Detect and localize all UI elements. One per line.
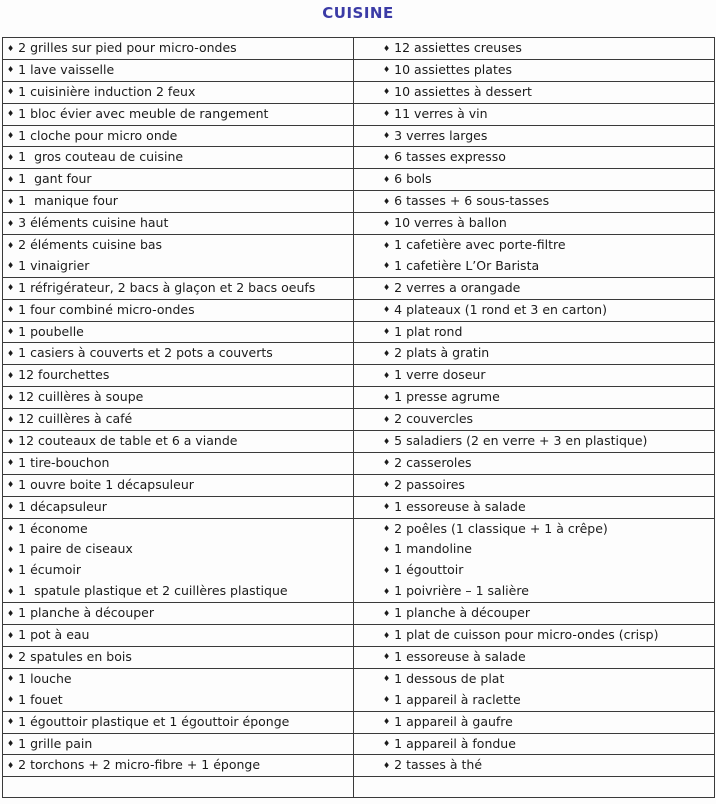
bullet-icon: ♦ — [7, 87, 15, 97]
bullet-icon: ♦ — [383, 760, 391, 770]
table-cell-left — [3, 299, 354, 321]
bullet-icon: ♦ — [383, 196, 391, 206]
table-cell-left — [3, 777, 354, 798]
list-item — [3, 147, 353, 168]
list-item — [3, 690, 353, 711]
table-cell-left — [3, 343, 354, 365]
list-item — [3, 343, 353, 364]
list-item — [354, 519, 714, 540]
list-item — [354, 38, 714, 59]
list-item — [3, 82, 353, 103]
list-item — [354, 387, 714, 408]
list-item — [354, 365, 714, 386]
list-item-text: 1 gros couteau de cuisine — [18, 149, 184, 165]
list-item — [3, 104, 353, 125]
list-item-text: 6 bols — [394, 171, 432, 187]
bullet-icon: ♦ — [383, 565, 391, 575]
list-item — [354, 497, 714, 518]
table-cell-right — [354, 518, 715, 603]
list-item-text: 1 planche à découper — [18, 605, 155, 621]
list-item-text: 1 fouet — [18, 691, 63, 707]
bullet-icon: ♦ — [383, 544, 391, 554]
bullet-icon: ♦ — [383, 458, 391, 468]
bullet-icon: ♦ — [7, 674, 15, 684]
table-cell-right — [354, 603, 715, 625]
list-item-text: 1 cafetière L’Or Barista — [394, 257, 540, 273]
table-row — [3, 711, 715, 733]
bullet-icon: ♦ — [7, 760, 15, 770]
bullet-icon: ♦ — [7, 240, 15, 250]
list-item-text: 1 essoreuse à salade — [394, 648, 526, 664]
table-cell-left — [3, 321, 354, 343]
table-row — [3, 733, 715, 755]
list-item-text: 1 cuisinière induction 2 feux — [18, 83, 196, 99]
table-cell-right — [354, 668, 715, 711]
list-item-text: 1 planche à découper — [394, 605, 531, 621]
list-item — [3, 539, 353, 560]
table-cell-left — [3, 733, 354, 755]
table-row — [3, 496, 715, 518]
table-cell-right — [354, 213, 715, 235]
bullet-icon: ♦ — [383, 586, 391, 596]
bullet-icon: ♦ — [383, 65, 391, 75]
table-row — [3, 81, 715, 103]
list-item — [354, 734, 714, 755]
table-row — [3, 235, 715, 278]
list-item — [3, 647, 353, 668]
table-cell-left — [3, 711, 354, 733]
bullet-icon: ♦ — [7, 739, 15, 748]
list-item-text: 2 tasses à thé — [394, 757, 483, 773]
list-item — [354, 755, 714, 776]
list-item-text: 1 lave vaisselle — [18, 61, 115, 77]
list-item — [354, 712, 714, 733]
list-item-text: 2 poêles (1 classique + 1 à crêpe) — [394, 520, 608, 536]
table-cell-left — [3, 496, 354, 518]
table-cell-right — [354, 409, 715, 431]
list-item — [354, 669, 714, 690]
table-row — [3, 603, 715, 625]
list-item-text: 1 appareil à raclette — [394, 691, 521, 707]
list-item — [354, 409, 714, 430]
list-item-text: 10 verres à ballon — [394, 215, 507, 231]
list-item-text: 6 tasses + 6 sous-tasses — [394, 193, 550, 209]
list-item — [354, 169, 714, 190]
bullet-icon: ♦ — [383, 218, 391, 228]
list-item — [354, 539, 714, 560]
table-row — [3, 452, 715, 474]
list-item — [354, 278, 714, 299]
list-item — [3, 191, 353, 212]
list-item — [3, 712, 353, 733]
table-row — [3, 646, 715, 668]
table-row — [3, 409, 715, 431]
list-item-text: 1 poivrière – 1 salière — [394, 583, 529, 599]
table-cell-left — [3, 125, 354, 147]
bullet-icon: ♦ — [7, 152, 15, 162]
list-item-text: 1 manique four — [18, 193, 118, 209]
list-item-text: 2 couvercles — [394, 411, 474, 427]
table-cell-left — [3, 452, 354, 474]
list-item-text: 12 couteaux de table et 6 a viande — [18, 433, 238, 449]
bullet-icon: ♦ — [7, 608, 15, 618]
table-cell-left — [3, 147, 354, 169]
list-item-text: 1 plat rond — [394, 323, 463, 339]
bullet-icon: ♦ — [383, 674, 391, 684]
inventory-table — [2, 37, 715, 798]
bullet-icon: ♦ — [383, 261, 391, 271]
list-item — [3, 560, 353, 581]
list-item-text: 1 appareil à fondue — [394, 735, 516, 751]
list-item-text: 2 plats à gratin — [394, 345, 490, 361]
table-cell-right — [354, 38, 715, 60]
bullet-icon: ♦ — [383, 87, 391, 97]
list-item — [3, 669, 353, 690]
list-item-text: 1 essoreuse à salade — [394, 498, 526, 514]
table-row — [3, 277, 715, 299]
list-item — [3, 322, 353, 343]
list-item — [3, 60, 353, 81]
list-item-text: 1 économe — [18, 520, 88, 536]
bullet-icon: ♦ — [383, 717, 391, 727]
bullet-icon: ♦ — [7, 370, 15, 380]
list-item — [354, 82, 714, 103]
table-cell-right — [354, 103, 715, 125]
table-cell-right — [354, 59, 715, 81]
table-cell-left — [3, 38, 354, 60]
list-item — [354, 603, 714, 624]
list-item — [354, 343, 714, 364]
table-row — [3, 365, 715, 387]
list-item — [3, 365, 353, 386]
list-item-text: 1 bloc évier avec meuble de rangement — [18, 105, 269, 121]
list-item — [354, 625, 714, 646]
list-item-text: 12 fourchettes — [18, 367, 110, 383]
list-item-text: 3 verres larges — [394, 127, 488, 143]
list-item — [354, 647, 714, 668]
bullet-icon: ♦ — [7, 480, 15, 490]
list-item — [3, 755, 353, 776]
bullet-icon: ♦ — [383, 327, 391, 337]
list-item-text: 1 verre doseur — [394, 367, 486, 383]
bullet-icon: ♦ — [7, 43, 15, 53]
list-item-text: 2 passoires — [394, 476, 465, 492]
table-cell-left — [3, 603, 354, 625]
bullet-icon: ♦ — [7, 652, 15, 662]
list-item — [3, 497, 353, 518]
table-cell-left — [3, 81, 354, 103]
list-item — [3, 235, 353, 256]
list-item-text: 1 ouvre boite 1 décapsuleur — [18, 476, 194, 492]
table-row — [3, 125, 715, 147]
table-cell-left — [3, 646, 354, 668]
list-item-text: 11 verres à vin — [394, 105, 488, 121]
table-cell-right — [354, 646, 715, 668]
list-item-text: 1 plat de cuisson pour micro-ondes (crisp) — [394, 627, 659, 643]
list-item — [3, 126, 353, 147]
table-cell-right — [354, 81, 715, 103]
list-item-text: 12 cuillères à soupe — [18, 389, 144, 405]
list-item — [3, 38, 353, 59]
table-cell-left — [3, 625, 354, 647]
bullet-icon: ♦ — [383, 348, 391, 358]
list-item-text: 1 appareil à gaufre — [394, 713, 513, 729]
table-cell-left — [3, 518, 354, 603]
table-cell-right — [354, 431, 715, 453]
table-cell-right — [354, 452, 715, 474]
bullet-icon: ♦ — [7, 565, 15, 575]
list-item-text: 12 assiettes creuses — [394, 40, 522, 55]
list-item — [354, 581, 714, 602]
list-item — [354, 256, 714, 277]
list-item — [354, 475, 714, 496]
bullet-icon: ♦ — [383, 131, 391, 141]
list-item — [3, 409, 353, 430]
table-cell-left — [3, 431, 354, 453]
table-row — [3, 755, 715, 777]
list-item — [3, 603, 353, 624]
bullet-icon: ♦ — [383, 436, 391, 446]
bullet-icon: ♦ — [7, 392, 15, 402]
list-item-text: 4 plateaux (1 rond et 3 en carton) — [394, 301, 607, 317]
bullet-icon: ♦ — [7, 544, 15, 554]
table-cell-right — [354, 125, 715, 147]
bullet-icon: ♦ — [383, 502, 391, 512]
bullet-icon: ♦ — [383, 152, 391, 162]
table-cell-right — [354, 147, 715, 169]
list-item — [3, 213, 353, 234]
list-item-text: 2 éléments cuisine bas — [18, 237, 163, 253]
table-row — [3, 191, 715, 213]
bullet-icon: ♦ — [7, 174, 15, 184]
list-item-text: 1 poubelle — [18, 323, 84, 339]
bullet-icon: ♦ — [7, 502, 15, 512]
table-row — [3, 668, 715, 711]
list-item-text: 1 grille pain — [18, 735, 93, 751]
list-item-text: 1 dessous de plat — [394, 670, 505, 686]
list-item — [3, 519, 353, 540]
list-item-text: 2 grilles sur pied pour micro-ondes — [18, 40, 237, 55]
list-item-text: 2 torchons + 2 micro-fibre + 1 éponge — [18, 757, 261, 773]
list-item — [3, 256, 353, 277]
table-cell-left — [3, 387, 354, 409]
bullet-icon: ♦ — [383, 695, 391, 705]
table-cell-left — [3, 235, 354, 278]
list-item-text: 1 mandoline — [394, 541, 472, 557]
table-row — [3, 431, 715, 453]
table-cell-right — [354, 365, 715, 387]
bullet-icon: ♦ — [7, 305, 15, 315]
list-item-text: 1 réfrigérateur, 2 bacs à glaçon et 2 bacs oeufs — [18, 279, 316, 295]
table-cell-right — [354, 387, 715, 409]
table-row — [3, 147, 715, 169]
list-item — [3, 431, 353, 452]
bullet-icon: ♦ — [383, 608, 391, 618]
list-item-text: 1 vinaigrier — [18, 257, 90, 273]
list-item-text: 1 presse agrume — [394, 389, 500, 405]
table-cell-left — [3, 169, 354, 191]
bullet-icon: ♦ — [383, 630, 391, 640]
bullet-icon: ♦ — [7, 218, 15, 228]
bullet-icon: ♦ — [383, 283, 391, 293]
bullet-icon: ♦ — [7, 131, 15, 141]
list-item — [354, 431, 714, 452]
table-cell-left — [3, 59, 354, 81]
bullet-icon: ♦ — [7, 196, 15, 206]
table-row — [3, 387, 715, 409]
table-cell-right — [354, 277, 715, 299]
table-cell-right — [354, 169, 715, 191]
table-cell-right — [354, 733, 715, 755]
bullet-icon: ♦ — [7, 630, 15, 640]
table-row — [3, 474, 715, 496]
table-row — [3, 518, 715, 603]
list-item-text: 2 spatules en bois — [18, 648, 132, 664]
list-item — [3, 734, 353, 755]
table-cell-left — [3, 409, 354, 431]
table-cell-left — [3, 277, 354, 299]
list-item-text: 1 four combiné micro-ondes — [18, 301, 195, 317]
list-item — [3, 387, 353, 408]
list-item — [354, 147, 714, 168]
table-cell-left — [3, 755, 354, 777]
bullet-icon: ♦ — [7, 109, 15, 119]
inventory-table-body — [3, 38, 715, 798]
list-item — [354, 213, 714, 234]
table-cell-right — [354, 777, 715, 798]
table-cell-right — [354, 711, 715, 733]
list-item — [354, 191, 714, 212]
bullet-icon: ♦ — [7, 327, 15, 337]
bullet-icon: ♦ — [7, 695, 15, 705]
list-item-text: 1 louche — [18, 670, 72, 686]
list-item — [3, 475, 353, 496]
bullet-icon: ♦ — [383, 305, 391, 315]
list-item-text: 2 casseroles — [394, 454, 472, 470]
table-cell-right — [354, 343, 715, 365]
table-row — [3, 321, 715, 343]
bullet-icon: ♦ — [7, 458, 15, 468]
list-item — [3, 169, 353, 190]
list-item-text: 1 décapsuleur — [18, 498, 107, 514]
bullet-icon: ♦ — [7, 717, 15, 727]
list-item-text: 1 cloche pour micro onde — [18, 127, 178, 143]
list-item — [3, 453, 353, 474]
bullet-icon: ♦ — [7, 436, 15, 446]
table-row — [3, 343, 715, 365]
list-item — [354, 300, 714, 321]
list-item — [354, 322, 714, 343]
list-item-text: 12 cuillères à café — [18, 411, 133, 427]
page-title: CUISINE — [322, 4, 394, 22]
table-cell-left — [3, 668, 354, 711]
table-cell-right — [354, 235, 715, 278]
list-item — [354, 560, 714, 581]
list-item-text: 1 tire-bouchon — [18, 454, 110, 470]
list-item — [354, 690, 714, 711]
list-item — [3, 581, 353, 602]
list-item — [354, 453, 714, 474]
bullet-icon: ♦ — [7, 348, 15, 358]
table-cell-right — [354, 321, 715, 343]
table-row — [3, 625, 715, 647]
bullet-icon: ♦ — [7, 524, 15, 534]
bullet-icon: ♦ — [383, 652, 391, 662]
bullet-icon: ♦ — [383, 43, 391, 53]
table-row — [3, 299, 715, 321]
list-item — [354, 104, 714, 125]
list-item — [354, 60, 714, 81]
bullet-icon: ♦ — [383, 414, 391, 424]
table-cell-left — [3, 103, 354, 125]
table-cell-right — [354, 496, 715, 518]
table-cell-left — [3, 365, 354, 387]
table-row — [3, 213, 715, 235]
list-item-text: 1 paire de ciseaux — [18, 541, 133, 557]
bullet-icon: ♦ — [383, 174, 391, 184]
table-row — [3, 59, 715, 81]
list-item — [3, 300, 353, 321]
list-item-text: 1 égouttoir plastique et 1 égouttoir éponge — [18, 713, 290, 729]
list-item-text: 1 gant four — [18, 171, 92, 187]
bullet-icon: ♦ — [383, 240, 391, 250]
list-item-text: 1 égouttoir — [394, 562, 464, 578]
list-item — [354, 235, 714, 256]
list-item-text: 1 écumoir — [18, 562, 82, 578]
table-row — [3, 38, 715, 60]
list-item — [3, 278, 353, 299]
list-item — [354, 126, 714, 147]
bullet-icon: ♦ — [7, 65, 15, 75]
table-row — [3, 103, 715, 125]
table-cell-left — [3, 213, 354, 235]
list-item-text: 1 pot à eau — [18, 627, 90, 643]
table-cell-right — [354, 299, 715, 321]
bullet-icon: ♦ — [383, 524, 391, 534]
list-item-text: 2 verres a orangade — [394, 279, 521, 295]
table-row — [3, 169, 715, 191]
bullet-icon: ♦ — [383, 370, 391, 380]
bullet-icon: ♦ — [7, 414, 15, 424]
table-row — [3, 777, 715, 798]
list-item-text: 10 assiettes à dessert — [394, 83, 532, 99]
table-cell-right — [354, 191, 715, 213]
bullet-icon: ♦ — [383, 392, 391, 402]
list-item-text: 6 tasses expresso — [394, 149, 506, 165]
table-cell-right — [354, 755, 715, 777]
list-item-text: 3 éléments cuisine haut — [18, 215, 169, 231]
list-item-text: 1 spatule plastique et 2 cuillères plastique — [18, 583, 288, 599]
table-cell-right — [354, 625, 715, 647]
list-item — [3, 625, 353, 646]
list-item-text: 10 assiettes plates — [394, 61, 513, 77]
bullet-icon: ♦ — [7, 261, 15, 271]
bullet-icon: ♦ — [7, 283, 15, 293]
list-item-text: 5 saladiers (2 en verre + 3 en plastique) — [394, 433, 648, 449]
list-item-text: 1 cafetière avec porte-filtre — [394, 237, 566, 253]
bullet-icon: ♦ — [383, 109, 391, 119]
bullet-icon: ♦ — [383, 739, 391, 748]
table-cell-right — [354, 474, 715, 496]
table-cell-left — [3, 191, 354, 213]
list-item-text: 1 casiers à couverts et 2 pots a couverts — [18, 345, 273, 361]
bullet-icon: ♦ — [7, 586, 15, 596]
bullet-icon: ♦ — [383, 480, 391, 490]
table-cell-left — [3, 474, 354, 496]
